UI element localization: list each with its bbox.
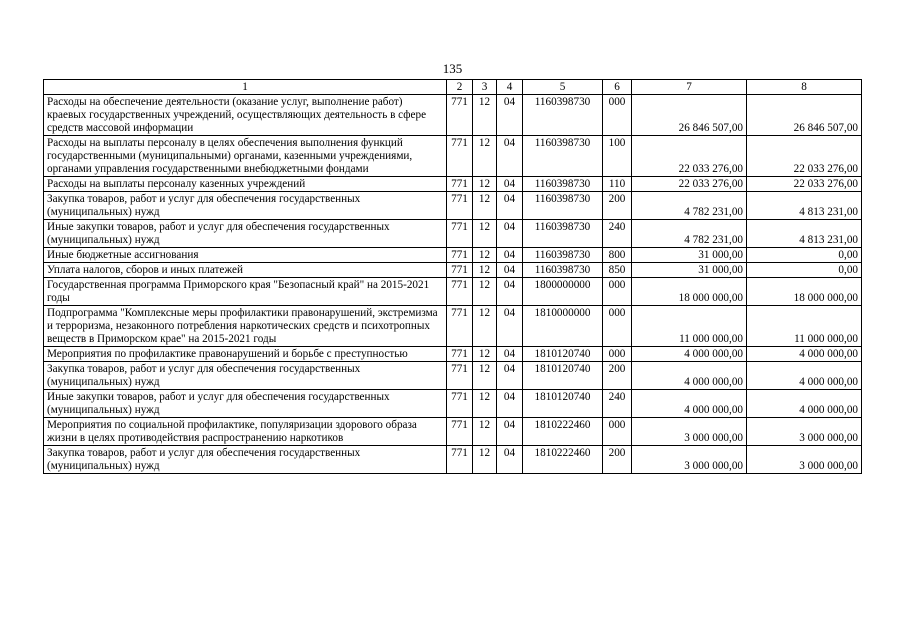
row-target-item-cell: 1810120740	[523, 347, 603, 362]
row-amount-year1-cell: 31 000,00	[632, 263, 747, 278]
row-amount-year1-cell: 11 000 000,00	[632, 306, 747, 347]
row-subsection-cell: 04	[497, 418, 523, 446]
table-row	[44, 220, 862, 248]
table-row	[44, 136, 862, 177]
row-amount-year1-cell: 4 000 000,00	[632, 390, 747, 418]
row-amount-year2-cell: 3 000 000,00	[747, 446, 862, 474]
row-chapter-cell: 771	[447, 418, 473, 446]
row-section-cell: 12	[473, 390, 497, 418]
row-subsection-cell: 04	[497, 136, 523, 177]
row-subsection-cell: 04	[497, 95, 523, 136]
row-chapter-cell: 771	[447, 306, 473, 347]
row-expense-type-cell: 850	[603, 263, 632, 278]
row-amount-year1-cell: 22 033 276,00	[632, 136, 747, 177]
row-name-cell: Иные закупки товаров, работ и услуг для обеспечения государственных (муниципальных) нужд	[44, 220, 447, 248]
row-chapter-cell: 771	[447, 192, 473, 220]
row-expense-type-cell: 240	[603, 220, 632, 248]
row-section-cell: 12	[473, 446, 497, 474]
header-cell: 8	[747, 80, 862, 95]
budget-table	[43, 79, 862, 474]
row-expense-type-cell: 000	[603, 306, 632, 347]
row-expense-type-cell: 200	[603, 362, 632, 390]
row-target-item-cell: 1810222460	[523, 418, 603, 446]
row-name-cell: Закупка товаров, работ и услуг для обеспечения государственных (муниципальных) нужд	[44, 446, 447, 474]
row-target-item-cell: 1160398730	[523, 220, 603, 248]
row-amount-year2-cell: 4 813 231,00	[747, 192, 862, 220]
row-amount-year2-cell: 3 000 000,00	[747, 418, 862, 446]
row-amount-year2-cell: 22 033 276,00	[747, 177, 862, 192]
row-subsection-cell: 04	[497, 446, 523, 474]
row-target-item-cell: 1160398730	[523, 263, 603, 278]
row-target-item-cell: 1800000000	[523, 278, 603, 306]
row-amount-year1-cell: 4 782 231,00	[632, 192, 747, 220]
row-chapter-cell: 771	[447, 95, 473, 136]
row-amount-year2-cell: 4 000 000,00	[747, 347, 862, 362]
row-name-cell: Подпрограмма "Комплексные меры профилактики правонарушений, экстремизма и терроризма, незаконного потребления наркотических средств и психотропных веществ в Приморском крае" на 2015-2021 годы	[44, 306, 447, 347]
row-expense-type-cell: 200	[603, 192, 632, 220]
row-amount-year1-cell: 3 000 000,00	[632, 446, 747, 474]
row-chapter-cell: 771	[447, 263, 473, 278]
row-chapter-cell: 771	[447, 390, 473, 418]
row-name-cell: Закупка товаров, работ и услуг для обеспечения государственных (муниципальных) нужд	[44, 362, 447, 390]
row-section-cell: 12	[473, 95, 497, 136]
row-section-cell: 12	[473, 418, 497, 446]
row-section-cell: 12	[473, 248, 497, 263]
row-amount-year1-cell: 26 846 507,00	[632, 95, 747, 136]
row-amount-year1-cell: 3 000 000,00	[632, 418, 747, 446]
table-row	[44, 177, 862, 192]
row-name-cell: Расходы на выплаты персоналу в целях обеспечения выполнения функций государственными (муниципальными) органами, казенными учреждениями, органами управления государственными внебюджетными фондами	[44, 136, 447, 177]
row-name-cell: Мероприятия по социальной профилактике, популяризации здорового образа жизни в целях противодействия распространению наркотиков	[44, 418, 447, 446]
row-name-cell: Расходы на обеспечение деятельности (оказание услуг, выполнение работ) краевых государственных учреждений, осуществляющих деятельность в сфере средств массовой информации	[44, 95, 447, 136]
row-section-cell: 12	[473, 136, 497, 177]
table-row	[44, 347, 862, 362]
table-row	[44, 390, 862, 418]
table-header-row	[44, 80, 862, 95]
row-amount-year1-cell: 18 000 000,00	[632, 278, 747, 306]
row-expense-type-cell: 110	[603, 177, 632, 192]
row-amount-year2-cell: 22 033 276,00	[747, 136, 862, 177]
row-chapter-cell: 771	[447, 220, 473, 248]
row-chapter-cell: 771	[447, 177, 473, 192]
header-cell: 3	[473, 80, 497, 95]
table-row	[44, 248, 862, 263]
row-amount-year2-cell: 0,00	[747, 248, 862, 263]
row-target-item-cell: 1810120740	[523, 390, 603, 418]
row-name-cell: Расходы на выплаты персоналу казенных учреждений	[44, 177, 447, 192]
row-target-item-cell: 1160398730	[523, 95, 603, 136]
table-row	[44, 95, 862, 136]
row-section-cell: 12	[473, 278, 497, 306]
row-amount-year2-cell: 0,00	[747, 263, 862, 278]
row-name-cell: Иные бюджетные ассигнования	[44, 248, 447, 263]
row-amount-year2-cell: 4 000 000,00	[747, 390, 862, 418]
row-name-cell: Закупка товаров, работ и услуг для обеспечения государственных (муниципальных) нужд	[44, 192, 447, 220]
row-target-item-cell: 1160398730	[523, 192, 603, 220]
row-chapter-cell: 771	[447, 362, 473, 390]
row-amount-year1-cell: 4 782 231,00	[632, 220, 747, 248]
row-subsection-cell: 04	[497, 306, 523, 347]
row-chapter-cell: 771	[447, 347, 473, 362]
row-section-cell: 12	[473, 177, 497, 192]
row-subsection-cell: 04	[497, 177, 523, 192]
row-amount-year2-cell: 11 000 000,00	[747, 306, 862, 347]
row-expense-type-cell: 000	[603, 95, 632, 136]
row-target-item-cell: 1160398730	[523, 177, 603, 192]
header-cell: 7	[632, 80, 747, 95]
row-expense-type-cell: 240	[603, 390, 632, 418]
row-expense-type-cell: 100	[603, 136, 632, 177]
row-target-item-cell: 1810120740	[523, 362, 603, 390]
header-cell: 4	[497, 80, 523, 95]
row-chapter-cell: 771	[447, 248, 473, 263]
row-name-cell: Иные закупки товаров, работ и услуг для обеспечения государственных (муниципальных) нужд	[44, 390, 447, 418]
row-subsection-cell: 04	[497, 220, 523, 248]
row-name-cell: Государственная программа Приморского края "Безопасный край" на 2015-2021 годы	[44, 278, 447, 306]
row-amount-year1-cell: 22 033 276,00	[632, 177, 747, 192]
table-row	[44, 192, 862, 220]
row-expense-type-cell: 000	[603, 347, 632, 362]
row-subsection-cell: 04	[497, 192, 523, 220]
row-section-cell: 12	[473, 220, 497, 248]
row-amount-year2-cell: 18 000 000,00	[747, 278, 862, 306]
row-section-cell: 12	[473, 306, 497, 347]
row-target-item-cell: 1810222460	[523, 446, 603, 474]
table-row	[44, 306, 862, 347]
page-number: 135	[442, 61, 463, 76]
table-row	[44, 446, 862, 474]
row-target-item-cell: 1810000000	[523, 306, 603, 347]
header-cell: 1	[44, 80, 447, 95]
row-subsection-cell: 04	[497, 362, 523, 390]
row-expense-type-cell: 000	[603, 418, 632, 446]
header-cell: 5	[523, 80, 603, 95]
row-section-cell: 12	[473, 347, 497, 362]
row-amount-year1-cell: 31 000,00	[632, 248, 747, 263]
row-name-cell: Уплата налогов, сборов и иных платежей	[44, 263, 447, 278]
row-expense-type-cell: 800	[603, 248, 632, 263]
row-target-item-cell: 1160398730	[523, 248, 603, 263]
row-target-item-cell: 1160398730	[523, 136, 603, 177]
row-amount-year1-cell: 4 000 000,00	[632, 347, 747, 362]
row-subsection-cell: 04	[497, 278, 523, 306]
table-row	[44, 362, 862, 390]
row-name-cell: Мероприятия по профилактике правонарушений и борьбе с преступностью	[44, 347, 447, 362]
row-chapter-cell: 771	[447, 446, 473, 474]
table-row	[44, 278, 862, 306]
row-subsection-cell: 04	[497, 263, 523, 278]
table-row	[44, 263, 862, 278]
row-chapter-cell: 771	[447, 278, 473, 306]
row-amount-year2-cell: 4 000 000,00	[747, 362, 862, 390]
row-section-cell: 12	[473, 263, 497, 278]
row-expense-type-cell: 200	[603, 446, 632, 474]
header-cell: 6	[603, 80, 632, 95]
header-cell: 2	[447, 80, 473, 95]
table-row	[44, 418, 862, 446]
row-subsection-cell: 04	[497, 248, 523, 263]
row-section-cell: 12	[473, 192, 497, 220]
row-amount-year2-cell: 4 813 231,00	[747, 220, 862, 248]
row-section-cell: 12	[473, 362, 497, 390]
row-expense-type-cell: 000	[603, 278, 632, 306]
row-subsection-cell: 04	[497, 390, 523, 418]
row-amount-year2-cell: 26 846 507,00	[747, 95, 862, 136]
row-subsection-cell: 04	[497, 347, 523, 362]
row-amount-year1-cell: 4 000 000,00	[632, 362, 747, 390]
row-chapter-cell: 771	[447, 136, 473, 177]
